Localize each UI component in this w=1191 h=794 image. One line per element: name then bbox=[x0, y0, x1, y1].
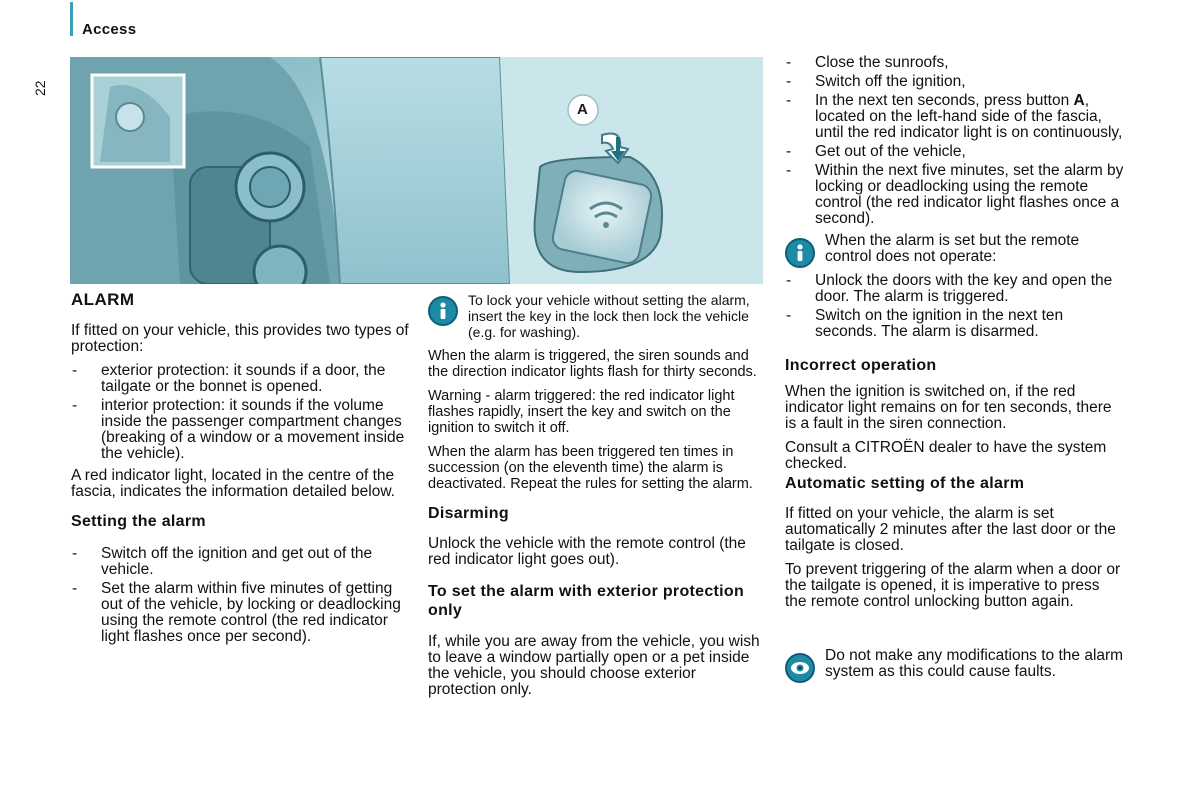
list-item: - Switch off the ignition, bbox=[785, 74, 1125, 90]
protection-list bbox=[71, 363, 411, 462]
callout-label-a: A bbox=[577, 101, 588, 118]
step-text-rest: , located on the left-hand side of the fascia, until the red indicator light is on continuously, bbox=[815, 92, 1123, 141]
incorrect-heading: Incorrect operation bbox=[785, 357, 937, 374]
button-a-ref: A bbox=[1073, 92, 1085, 109]
setting-list bbox=[71, 546, 411, 645]
eye-icon bbox=[785, 653, 815, 683]
remote-steps bbox=[785, 273, 1125, 340]
list-item: - Close the sunroofs, bbox=[785, 55, 1125, 71]
column-2 bbox=[428, 292, 763, 706]
list-item: - Unlock the doors with the key and open the door. The alarm is triggered. bbox=[785, 273, 1125, 305]
warning-note-text: Do not make any modifications to the alarm system as this could cause faults. bbox=[825, 647, 1124, 680]
column-3 bbox=[785, 55, 1125, 688]
info-note-text: To lock your vehicle without setting the alarm, insert the key in the lock then lock the vehicle (e.g. for washing). bbox=[468, 292, 750, 340]
remote-note bbox=[785, 233, 1125, 265]
section-bar bbox=[70, 2, 73, 36]
list-item: - Switch off the ignition and get out of the vehicle. bbox=[71, 546, 411, 578]
info-note bbox=[428, 292, 763, 340]
auto-heading: Automatic setting of the alarm bbox=[785, 475, 1025, 492]
incorrect-p1: When the ignition is switched on, if the red indicator light remains on for ten seconds, there is a fault in the siren connection. bbox=[785, 383, 1112, 432]
dashboard-illustration bbox=[70, 57, 763, 284]
list-item: - Get out of the vehicle, bbox=[785, 144, 1125, 160]
list-item: - Switch on the ignition in the next ten seconds. The alarm is disarmed. bbox=[785, 308, 1125, 340]
ten-times-text: When the alarm has been triggered ten times in succession (on the eleventh time) the alarm is deactivated. Repeat the rules for setting the alarm. bbox=[428, 444, 753, 492]
list-item bbox=[785, 93, 1125, 141]
exterior-text: If, while you are away from the vehicle, you wish to leave a window partially open or a pet inside the vehicle, you should choose exterior protection only. bbox=[428, 633, 760, 698]
section-title: Access bbox=[82, 21, 137, 38]
setting-steps bbox=[785, 55, 1125, 227]
alarm-intro: If fitted on your vehicle, this provides two types of protection: bbox=[71, 322, 409, 355]
list-item: - interior protection: it sounds if the volume inside the passenger compartment changes (breaking of a window or a movement inside the vehicle). bbox=[71, 398, 411, 462]
page-number: 22 bbox=[32, 80, 48, 96]
auto-p1: If fitted on your vehicle, the alarm is set automatically 2 minutes after the last door or the tailgate is closed. bbox=[785, 505, 1116, 554]
alarm-title: ALARM bbox=[71, 290, 135, 309]
list-item: - Set the alarm within five minutes of getting out of the vehicle, by locking or deadlocking using the remote control (the red indicator light flashes once per second). bbox=[71, 581, 411, 645]
indicator-text: A red indicator light, located in the centre of the fascia, indicates the information detailed below. bbox=[71, 467, 395, 500]
warning-text: Warning - alarm triggered: the red indicator light flashes rapidly, insert the key and switch on the ignition to switch it off. bbox=[428, 388, 735, 436]
auto-p2: To prevent triggering of the alarm when a door or the tailgate is opened, it is imperative to press the remote control unlocking button again. bbox=[785, 561, 1121, 610]
step-text: In the next ten seconds, press button bbox=[815, 92, 1074, 109]
setting-heading: Setting the alarm bbox=[71, 513, 206, 530]
column-1 bbox=[71, 292, 411, 651]
list-item: - Within the next five minutes, set the alarm by locking or deadlocking using the remote control (the red indicator light flashes once a second). bbox=[785, 163, 1125, 227]
incorrect-p2: Consult a CITROËN dealer to have the system checked. bbox=[785, 439, 1107, 472]
exterior-heading: To set the alarm with exterior protection only bbox=[428, 583, 745, 619]
remote-note-text: When the alarm is set but the remote control does not operate: bbox=[825, 232, 1080, 265]
triggered-text: When the alarm is triggered, the siren sounds and the direction indicator lights flash for thirty seconds. bbox=[428, 348, 757, 380]
disarming-text: Unlock the vehicle with the remote control (the red indicator light goes out). bbox=[428, 535, 746, 568]
info-icon bbox=[785, 238, 815, 268]
warning-note bbox=[785, 648, 1125, 680]
info-icon bbox=[428, 296, 458, 326]
disarming-heading: Disarming bbox=[428, 505, 509, 522]
list-item: - exterior protection: it sounds if a door, the tailgate or the bonnet is opened. bbox=[71, 363, 411, 395]
